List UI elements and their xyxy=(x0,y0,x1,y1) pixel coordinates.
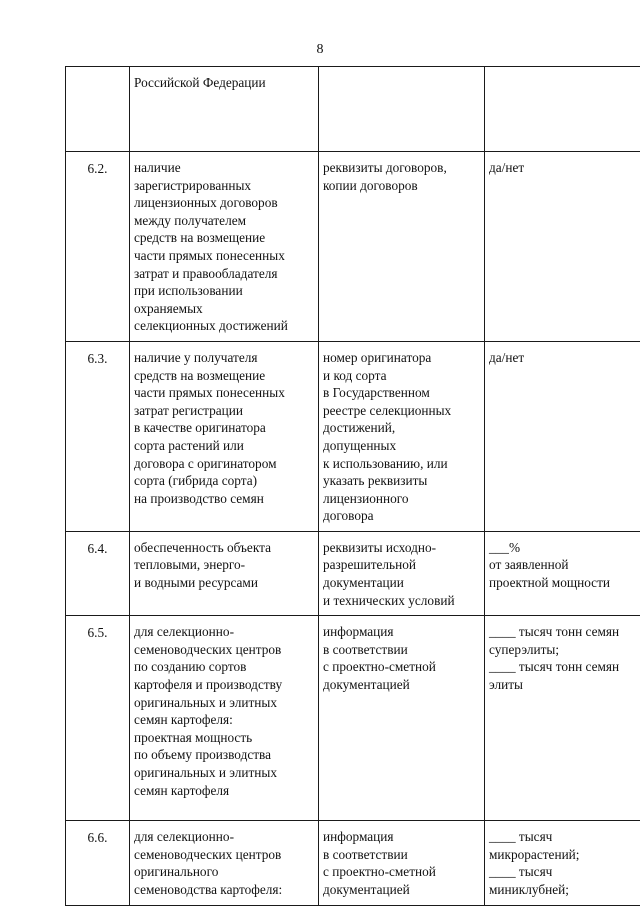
cell-criterion-line: сорта растений или xyxy=(134,437,314,455)
cell-number xyxy=(66,531,130,615)
cell-value-line: проектной мощности xyxy=(489,574,640,592)
table-row xyxy=(66,821,640,905)
cell-criterion-line: Российской Федерации xyxy=(134,74,314,92)
cell-documents-line: копии договоров xyxy=(323,177,480,195)
cell-value xyxy=(485,821,640,905)
cell-number xyxy=(66,616,130,821)
row-number: 6.2. xyxy=(70,160,125,178)
row-number: 6.6. xyxy=(70,829,125,847)
cell-value-line: ____ тысяч тонн семян xyxy=(489,623,640,641)
cell-documents-line: документации xyxy=(323,574,480,592)
cell-criterion-line: и водными ресурсами xyxy=(134,574,314,592)
cell-criterion-line: зарегистрированных xyxy=(134,177,314,195)
cell-criterion-line: средств на возмещение xyxy=(134,229,314,247)
cell-value-line: да/нет xyxy=(489,349,640,367)
cell-criterion-line: оригинальных и элитных xyxy=(134,764,314,782)
cell-value xyxy=(485,531,640,615)
cell-documents xyxy=(319,152,485,342)
cell-documents-line: с проектно-сметной xyxy=(323,863,480,881)
cell-documents-line: информация xyxy=(323,623,480,641)
cell-criterion-line: тепловыми, энерго- xyxy=(134,556,314,574)
cell-documents-line: реестре селекционных xyxy=(323,402,480,420)
cell-documents-line: и технических условий xyxy=(323,592,480,610)
cell-criterion-line: семян картофеля xyxy=(134,782,314,800)
cell-criterion-line: по созданию сортов xyxy=(134,658,314,676)
table-row xyxy=(66,67,640,152)
cell-documents-line: указать реквизиты xyxy=(323,472,480,490)
cell-criterion-line: сорта (гибрида сорта) xyxy=(134,472,314,490)
cell-value-line: суперэлиты; xyxy=(489,641,640,659)
cell-value-line: ____ тысяч xyxy=(489,828,640,846)
cell-documents-line: в соответствии xyxy=(323,846,480,864)
cell-value-line: ____ тысяч тонн семян xyxy=(489,658,640,676)
cell-value xyxy=(485,616,640,821)
cell-criterion-line: обеспеченность объекта xyxy=(134,539,314,557)
cell-criterion-line: селекционных достижений xyxy=(134,317,314,335)
cell-value-line: элиты xyxy=(489,676,640,694)
cell-criterion-line: наличие xyxy=(134,159,314,177)
table-row xyxy=(66,152,640,342)
cell-criterion-line: для селекционно- xyxy=(134,623,314,641)
cell-documents-line: в Государственном xyxy=(323,384,480,402)
cell-criterion-line: семян картофеля: xyxy=(134,711,314,729)
cell-criterion-line: затрат и правообладателя xyxy=(134,265,314,283)
cell-criterion xyxy=(130,341,319,531)
row-number: 6.4. xyxy=(70,540,125,558)
cell-criterion xyxy=(130,531,319,615)
cell-criterion xyxy=(130,821,319,905)
cell-criterion-line: наличие у получателя xyxy=(134,349,314,367)
cell-criterion-line: оригинальных и элитных xyxy=(134,694,314,712)
cell-criterion-line: между получателем xyxy=(134,212,314,230)
cell-value-line: миниклубней; xyxy=(489,881,640,899)
cell-documents-line: в соответствии xyxy=(323,641,480,659)
cell-documents-line: документацией xyxy=(323,676,480,694)
cell-criterion xyxy=(130,152,319,342)
cell-documents-line: разрешительной xyxy=(323,556,480,574)
cell-documents-line: допущенных xyxy=(323,437,480,455)
cell-value xyxy=(485,341,640,531)
cell-criterion xyxy=(130,67,319,152)
criteria-table xyxy=(65,66,640,906)
cell-criterion-line: средств на возмещение xyxy=(134,367,314,385)
table-row xyxy=(66,616,640,821)
cell-criterion-line: охраняемых xyxy=(134,300,314,318)
cell-documents-line: реквизиты договоров, xyxy=(323,159,480,177)
cell-criterion-line: семеноводческих центров xyxy=(134,641,314,659)
cell-documents-line: и код сорта xyxy=(323,367,480,385)
cell-documents-line: к использованию, или xyxy=(323,455,480,473)
cell-number xyxy=(66,67,130,152)
cell-criterion-line: части прямых понесенных xyxy=(134,384,314,402)
cell-documents xyxy=(319,341,485,531)
cell-documents xyxy=(319,67,485,152)
cell-criterion-line: части прямых понесенных xyxy=(134,247,314,265)
cell-documents xyxy=(319,531,485,615)
cell-criterion-line: лицензионных договоров xyxy=(134,194,314,212)
cell-criterion-line: проектная мощность xyxy=(134,729,314,747)
cell-documents-line: информация xyxy=(323,828,480,846)
cell-criterion-line: договора с оригинатором xyxy=(134,455,314,473)
cell-documents xyxy=(319,821,485,905)
cell-value-line: микрорастений; xyxy=(489,846,640,864)
cell-criterion-line: на производство семян xyxy=(134,490,314,508)
cell-criterion-line: семеноводства картофеля: xyxy=(134,881,314,899)
cell-documents xyxy=(319,616,485,821)
cell-value-line: да/нет xyxy=(489,159,640,177)
cell-documents-line: достижений, xyxy=(323,419,480,437)
row-number: 6.5. xyxy=(70,624,125,642)
cell-documents-line: номер оригинатора xyxy=(323,349,480,367)
table-row xyxy=(66,531,640,615)
cell-criterion-line: при использовании xyxy=(134,282,314,300)
cell-value-line: ____ тысяч xyxy=(489,863,640,881)
criteria-table-body xyxy=(66,67,640,906)
cell-criterion-line: по объему производства xyxy=(134,746,314,764)
cell-documents-line: реквизиты исходно- xyxy=(323,539,480,557)
cell-documents-line: договора xyxy=(323,507,480,525)
cell-number xyxy=(66,821,130,905)
cell-criterion-line: в качестве оригинатора xyxy=(134,419,314,437)
cell-criterion-line: оригинального xyxy=(134,863,314,881)
cell-number xyxy=(66,152,130,342)
cell-criterion-line: затрат регистрации xyxy=(134,402,314,420)
page-number: 8 xyxy=(0,42,640,58)
cell-criterion xyxy=(130,616,319,821)
table-row xyxy=(66,341,640,531)
cell-documents-line: лицензионного xyxy=(323,490,480,508)
cell-value-line: от заявленной xyxy=(489,556,640,574)
cell-value xyxy=(485,152,640,342)
cell-value-line: ___% xyxy=(489,539,640,557)
cell-number xyxy=(66,341,130,531)
cell-documents-line: с проектно-сметной xyxy=(323,658,480,676)
cell-documents-line: документацией xyxy=(323,881,480,899)
row-number: 6.3. xyxy=(70,350,125,368)
cell-criterion-line: для селекционно- xyxy=(134,828,314,846)
cell-criterion-line: картофеля и производству xyxy=(134,676,314,694)
cell-criterion-line: семеноводческих центров xyxy=(134,846,314,864)
cell-value xyxy=(485,67,640,152)
